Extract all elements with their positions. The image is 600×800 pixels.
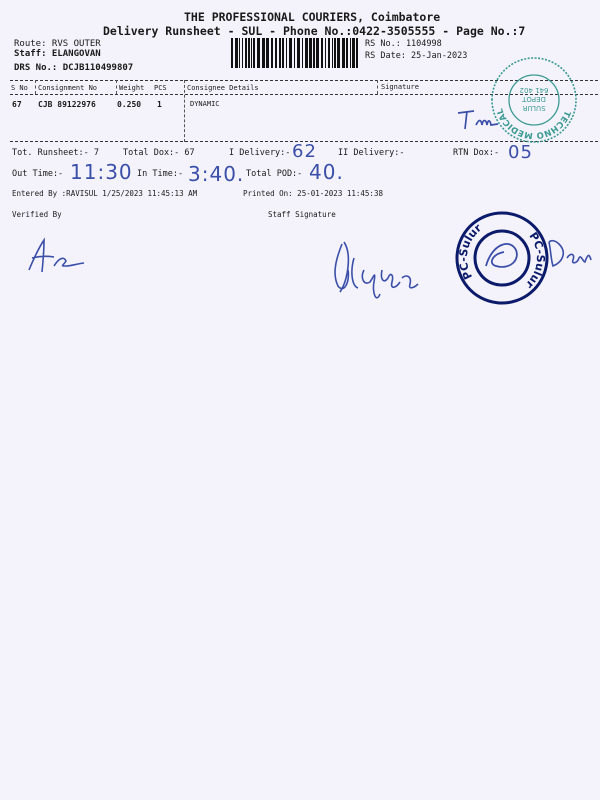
rs-date: RS Date: 25-Jan-2023 — [365, 51, 468, 61]
printed-on: Printed On: 25-01-2023 11:45:38 — [243, 189, 383, 198]
row-pcs: 1 — [157, 100, 162, 109]
svg-text:DEPOT: DEPOT — [522, 95, 546, 103]
col-header-weight: Weight — [119, 84, 145, 92]
verified-signature — [26, 236, 96, 276]
col-header-sno: S No — [11, 84, 28, 92]
in-time-value: 3:40. — [188, 162, 245, 186]
total-runsheet: Tot. Runsheet:- 7 — [12, 148, 99, 158]
rtn-dox-value: 05 — [508, 142, 533, 163]
total-pod-value: 40. — [309, 160, 344, 184]
in-time-label: In Time:- — [137, 169, 184, 179]
col-divider — [184, 80, 185, 142]
row-consignee: DYNAMIC — [190, 100, 220, 108]
i-delivery-label: I Delivery:- — [229, 148, 291, 158]
svg-text:SULUR: SULUR — [522, 104, 546, 112]
barcode — [231, 38, 361, 68]
row-weight: 0.250 — [117, 100, 142, 109]
row-consignment: CJB 89122976 — [38, 100, 96, 109]
depot-stamp — [490, 56, 578, 144]
staff-signature — [324, 234, 424, 309]
drs-number: DRS No.: DCJB110499807 — [14, 63, 134, 73]
svg-text:TECHNO MEDICAL: TECHNO MEDICAL — [495, 107, 572, 141]
company-title: THE PROFESSIONAL COURIERS, Coimbatore — [184, 10, 441, 24]
pc-sulur-stamp — [452, 208, 552, 308]
entered-by: Entered By :RAVISUL 1/25/2023 11:45:13 AM — [12, 189, 198, 198]
col-header-pcs: PCS — [154, 84, 167, 92]
col-divider — [35, 80, 36, 94]
runsheet-subtitle: Delivery Runsheet - SUL - Phone No.:0422-3505555 - Page No.:7 — [103, 24, 526, 38]
ii-delivery-label: II Delivery:- — [338, 148, 405, 158]
svg-text:PC-Sulur: PC-Sulur — [523, 229, 548, 292]
route-label: Route: RVS OUTER — [14, 39, 101, 49]
svg-text:641 402: 641 402 — [519, 86, 549, 94]
verified-by-label: Verified By — [12, 210, 62, 219]
svg-text:PC-Sulur: PC-Sulur — [456, 221, 484, 282]
total-dox: Total Dox:- 67 — [123, 148, 195, 158]
col-header-consignment: Consignment No — [38, 84, 98, 92]
col-divider — [116, 80, 117, 94]
out-time-label: Out Time:- — [12, 169, 64, 179]
rs-number: RS No.: 1104998 — [365, 39, 442, 49]
col-header-signature: Signature — [381, 83, 419, 91]
i-delivery-value: 62 — [292, 141, 317, 162]
row-sno: 67 — [12, 100, 22, 109]
total-pod-label: Total POD:- — [246, 169, 303, 179]
staff-label: Staff: ELANGOVAN — [14, 49, 101, 59]
col-header-consignee: Consignee Details — [187, 84, 259, 92]
staff-signature-label: Staff Signature — [268, 210, 336, 219]
out-time-value: 11:30 — [70, 160, 133, 184]
side-signature — [545, 232, 595, 272]
rtn-dox-label: RTN Dox:- — [453, 148, 500, 158]
col-divider — [377, 80, 378, 94]
